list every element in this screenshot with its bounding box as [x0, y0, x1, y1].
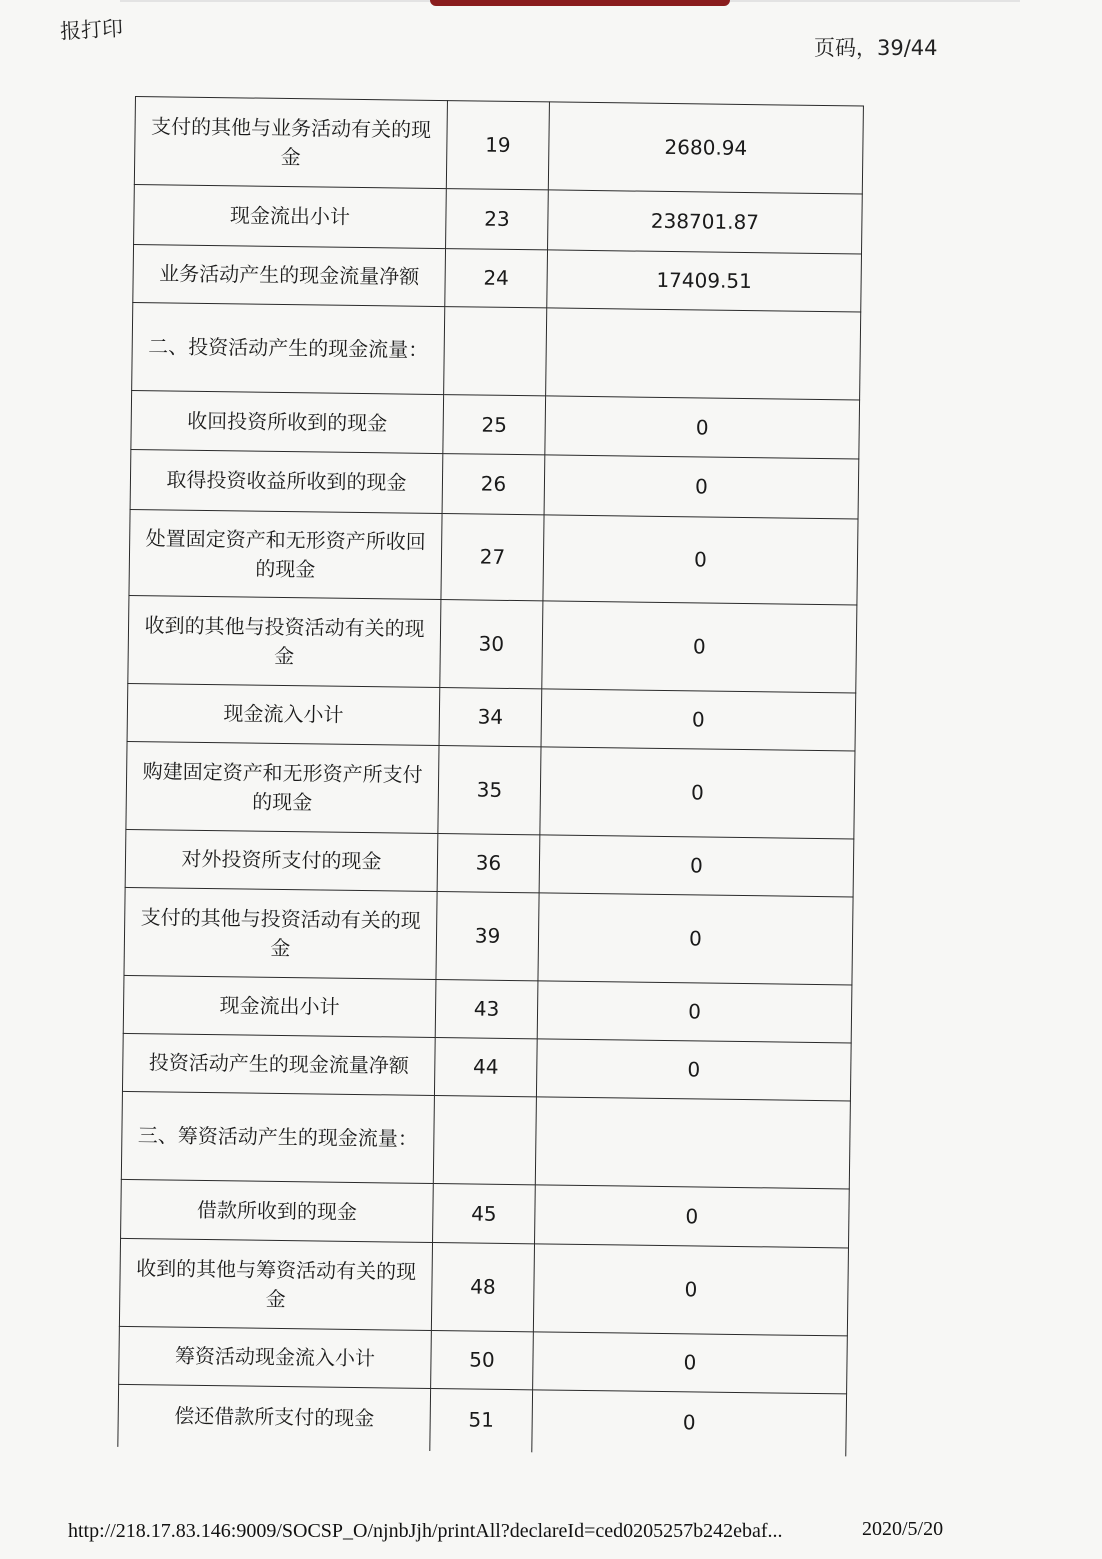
row-line-number: 19	[446, 101, 549, 190]
row-label: 筹资活动现金流入小计	[119, 1326, 432, 1388]
cash-flow-table	[117, 96, 864, 1456]
row-line-number: 27	[441, 514, 544, 601]
row-line-number: 50	[431, 1330, 534, 1389]
row-amount: 0	[533, 1244, 848, 1336]
row-amount	[535, 1097, 850, 1189]
row-amount: 0	[543, 515, 858, 605]
table-row	[118, 1384, 847, 1456]
row-line-number: 51	[430, 1388, 533, 1451]
table-row	[134, 184, 863, 254]
row-line-number: 26	[442, 454, 545, 515]
row-line-number: 36	[437, 834, 540, 893]
table-row	[133, 244, 862, 312]
table-row	[119, 1326, 848, 1394]
binder-clip-mark	[430, 0, 730, 6]
row-amount: 0	[532, 1390, 847, 1456]
row-label: 现金流出小计	[123, 975, 436, 1037]
row-amount: 0	[535, 1185, 850, 1248]
table-row	[122, 1033, 851, 1101]
row-label: 收到的其他与投资活动有关的现金	[128, 595, 441, 687]
row-label: 处置固定资产和无形资产所收回的现金	[129, 509, 442, 599]
row-amount: 0	[536, 1039, 851, 1101]
table-row	[131, 390, 860, 459]
section-label: 二、投资活动产生的现金流量：	[132, 302, 445, 394]
table-row	[119, 1238, 848, 1336]
row-line-number: 25	[443, 395, 546, 455]
row-amount: 0	[538, 893, 853, 985]
row-line-number: 43	[435, 980, 538, 1039]
row-amount: 0	[539, 835, 854, 897]
table-row	[121, 1179, 850, 1248]
section-header-row	[132, 302, 861, 400]
row-line-number	[444, 307, 547, 396]
row-line-number	[433, 1096, 536, 1185]
footer-url: http://218.17.83.146:9009/SOCSP_O/njnbJjh/printAll?declareId=ced0205257b242ebaf...	[68, 1520, 783, 1542]
row-amount: 0	[544, 455, 859, 519]
print-label: 报打印	[59, 16, 124, 44]
row-amount	[546, 308, 861, 400]
table-row	[125, 829, 854, 897]
footer-date: 2020/5/20	[862, 1518, 944, 1540]
table-row	[130, 449, 859, 519]
row-amount: 2680.94	[548, 102, 863, 194]
row-label: 取得投资收益所收到的现金	[130, 449, 443, 513]
table-row	[123, 975, 852, 1043]
row-line-number: 48	[431, 1242, 534, 1331]
row-label: 业务活动产生的现金流量净额	[133, 244, 446, 306]
row-label: 现金流出小计	[134, 184, 447, 248]
row-line-number: 44	[434, 1038, 537, 1097]
table-row	[126, 741, 855, 839]
section-label: 三、筹资活动产生的现金流量：	[121, 1091, 434, 1183]
row-label: 偿还借款所支付的现金	[118, 1384, 431, 1450]
table-row	[124, 887, 853, 985]
row-amount: 0	[537, 981, 852, 1043]
row-label: 购建固定资产和无形资产所支付的现金	[126, 741, 439, 833]
page-number: 页码，39/44	[814, 36, 938, 60]
row-label: 收到的其他与筹资活动有关的现金	[119, 1238, 432, 1330]
scan-top-edge	[0, 0, 1102, 6]
row-label: 支付的其他与业务活动有关的现金	[134, 97, 447, 189]
row-line-number: 23	[446, 189, 549, 250]
row-label: 支付的其他与投资活动有关的现金	[124, 887, 437, 979]
row-line-number: 34	[439, 688, 542, 747]
row-line-number: 35	[438, 746, 541, 835]
row-amount: 0	[533, 1332, 848, 1394]
row-line-number: 30	[440, 600, 543, 689]
row-label: 投资活动产生的现金流量净额	[122, 1033, 435, 1095]
row-amount: 0	[542, 601, 857, 693]
table-row	[128, 595, 857, 693]
row-amount: 0	[545, 396, 860, 459]
row-label: 借款所收到的现金	[121, 1179, 434, 1242]
section-header-row	[121, 1091, 850, 1189]
row-label: 对外投资所支付的现金	[125, 829, 438, 891]
table-row	[134, 97, 863, 195]
row-amount: 17409.51	[547, 250, 862, 312]
row-amount: 0	[541, 689, 856, 751]
row-line-number: 39	[436, 892, 539, 981]
row-amount: 0	[540, 747, 855, 839]
table-row	[129, 509, 858, 605]
row-amount: 238701.87	[548, 190, 863, 254]
row-label: 现金流入小计	[127, 683, 440, 745]
row-line-number: 24	[445, 249, 548, 308]
row-label: 收回投资所收到的现金	[131, 390, 444, 453]
table-row	[127, 683, 856, 751]
row-line-number: 45	[433, 1183, 536, 1243]
